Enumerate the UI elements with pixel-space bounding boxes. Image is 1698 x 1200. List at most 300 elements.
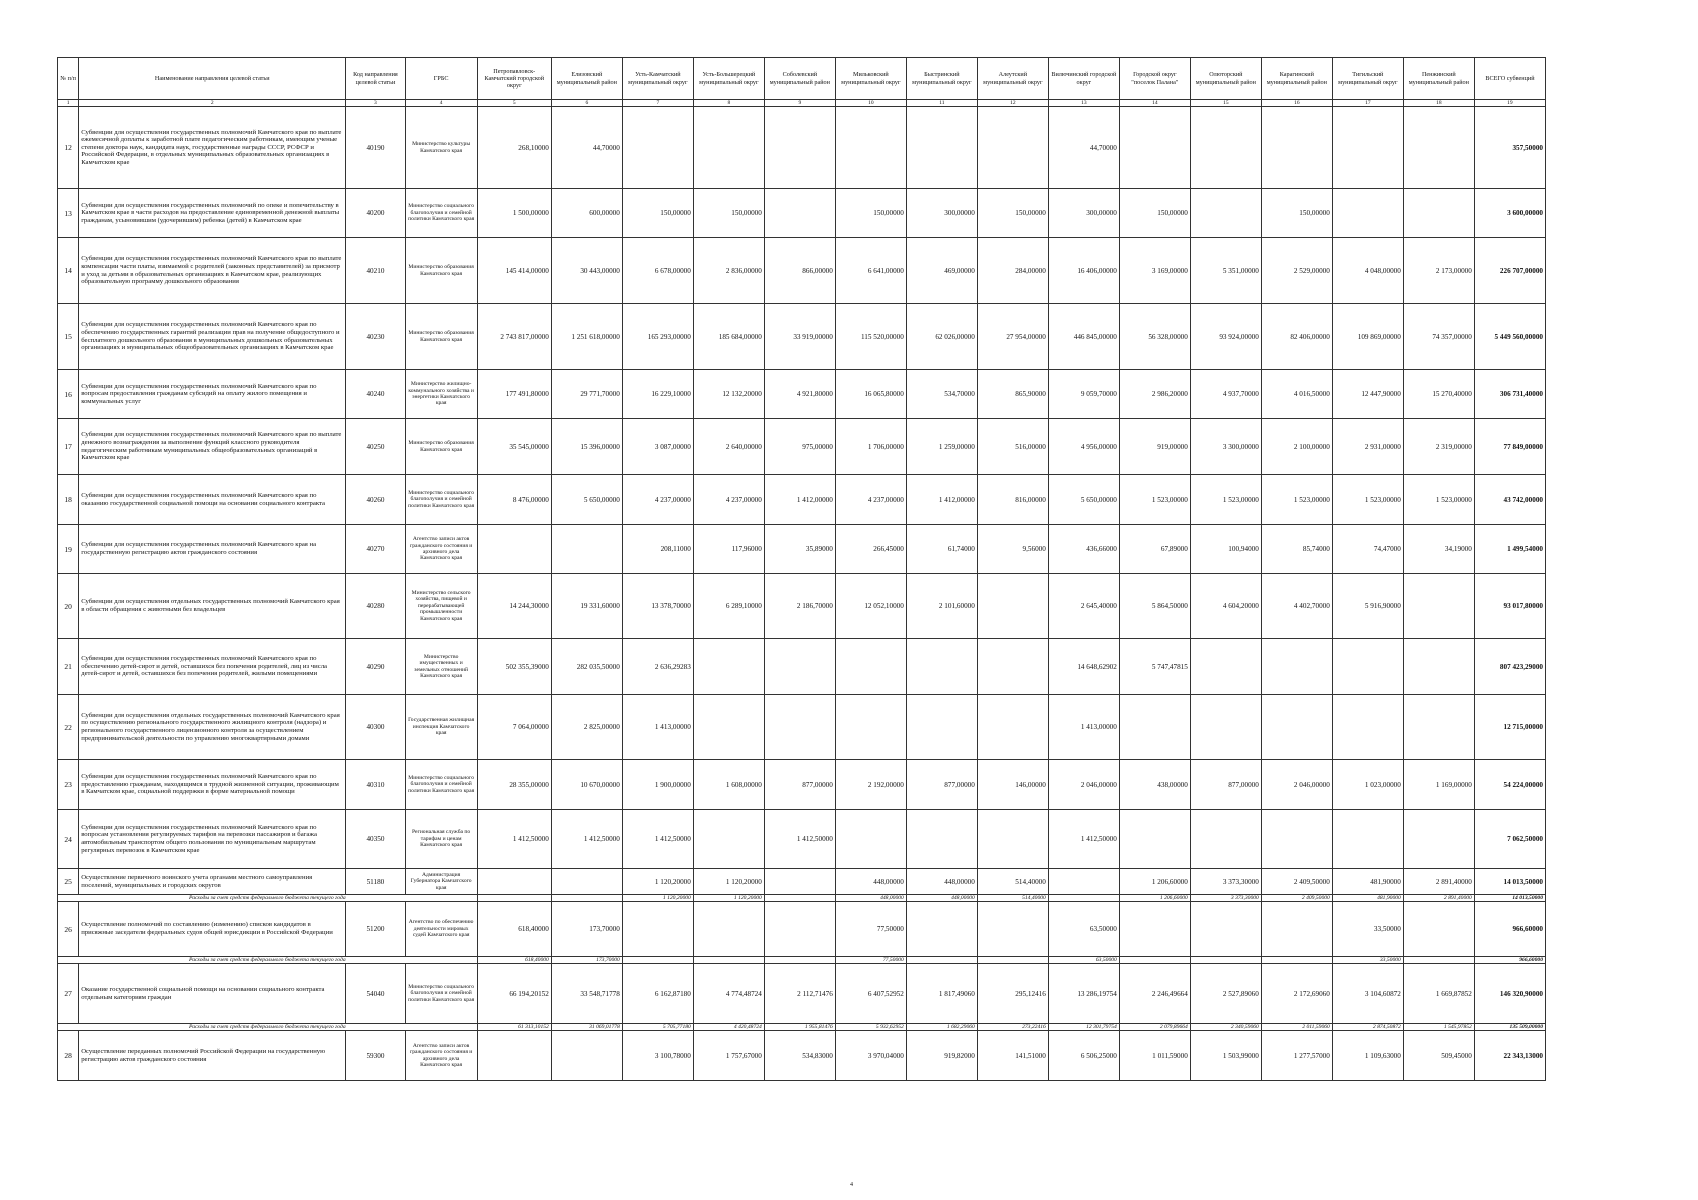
row-value: 93 924,00000 bbox=[1190, 304, 1261, 370]
row-value bbox=[906, 695, 977, 760]
row-value: 4 237,00000 bbox=[693, 475, 764, 525]
column-header: Усть-Большерецкий муниципальный округ bbox=[693, 58, 764, 100]
row-value bbox=[764, 639, 835, 695]
row-total: 12 715,00000 bbox=[1474, 695, 1545, 760]
row-value: 4 237,00000 bbox=[835, 475, 906, 525]
row-value bbox=[1119, 695, 1190, 760]
row-number: 26 bbox=[58, 902, 79, 957]
row-name: Субвенции для осуществления отдельных государственных полномочий Камчатского края в области обращения с животными без владельцев bbox=[79, 574, 346, 639]
row-grbs: Министерство сельского хозяйства, пищевой и перерабатывающей промышленности Камчатского края bbox=[405, 574, 477, 639]
federal-subtotal-value: 61 313,10152 bbox=[477, 1024, 551, 1031]
row-value: 877,00000 bbox=[1190, 760, 1261, 810]
row-total: 14 013,50000 bbox=[1474, 869, 1545, 895]
row-value: 300,00000 bbox=[906, 189, 977, 238]
row-value: 1 757,67000 bbox=[693, 1031, 764, 1081]
row-code: 40270 bbox=[346, 525, 405, 574]
row-value: 115 520,00000 bbox=[835, 304, 906, 370]
row-value: 6 641,00000 bbox=[835, 238, 906, 304]
federal-subtotal-value: 1 955,81476 bbox=[764, 1024, 835, 1031]
row-value bbox=[1261, 107, 1332, 189]
row-value: 9 059,70000 bbox=[1048, 370, 1119, 419]
row-grbs: Министерство культуры Камчатского края bbox=[405, 107, 477, 189]
row-value: 185 684,00000 bbox=[693, 304, 764, 370]
federal-subtotal-value bbox=[1119, 957, 1190, 964]
row-value: 1 523,00000 bbox=[1403, 475, 1474, 525]
row-code: 54040 bbox=[346, 964, 405, 1024]
column-number: 7 bbox=[622, 100, 693, 107]
row-value bbox=[1403, 107, 1474, 189]
row-value: 284,00000 bbox=[977, 238, 1048, 304]
table-row bbox=[58, 370, 1546, 419]
row-value bbox=[477, 869, 551, 895]
table-row bbox=[58, 902, 1546, 957]
federal-subtotal-value bbox=[622, 957, 693, 964]
row-value: 117,96000 bbox=[693, 525, 764, 574]
row-value bbox=[835, 695, 906, 760]
row-value: 66 194,20152 bbox=[477, 964, 551, 1024]
table-body bbox=[58, 107, 1546, 1081]
table-header-row bbox=[58, 58, 1546, 100]
row-value: 502 355,39000 bbox=[477, 639, 551, 695]
row-value: 6 289,10000 bbox=[693, 574, 764, 639]
row-code: 40200 bbox=[346, 189, 405, 238]
row-value: 44,70000 bbox=[551, 107, 622, 189]
row-code: 40240 bbox=[346, 370, 405, 419]
row-name: Осуществление переданных полномочий Российской Федерации на государственную регистрацию актов гражданского состояния bbox=[79, 1031, 346, 1081]
row-grbs: Агентство по обеспечению деятельности мировых судей Камчатского края bbox=[405, 902, 477, 957]
column-number: 12 bbox=[977, 100, 1048, 107]
row-value: 5 864,50000 bbox=[1119, 574, 1190, 639]
row-value: 300,00000 bbox=[1048, 189, 1119, 238]
row-value: 2 100,00000 bbox=[1261, 419, 1332, 475]
federal-subtotal-value: 273,22416 bbox=[977, 1024, 1048, 1031]
federal-subtotal-value: 514,40000 bbox=[977, 895, 1048, 902]
row-value bbox=[764, 869, 835, 895]
row-value bbox=[622, 107, 693, 189]
row-value: 150,00000 bbox=[1119, 189, 1190, 238]
row-value: 4 956,00000 bbox=[1048, 419, 1119, 475]
row-value: 3 100,78000 bbox=[622, 1031, 693, 1081]
row-total: 5 449 560,00000 bbox=[1474, 304, 1545, 370]
row-name: Субвенции для осуществления отдельных государственных полномочий Камчатского края по осуществлению регионального государственного жилищного контроля (надзора) и регионального государственного лицензионного контроля за осуществлением предпринимательской деятельности по управлению многоквартирными домами bbox=[79, 695, 346, 760]
row-number: 27 bbox=[58, 964, 79, 1024]
federal-subtotal-total: 14 013,50000 bbox=[1474, 895, 1545, 902]
federal-subtotal-value: 63,50000 bbox=[1048, 957, 1119, 964]
row-name: Субвенции для осуществления государственных полномочий Камчатского края по оказанию государственной социальной помощи на основании социального контракта bbox=[79, 475, 346, 525]
table-row bbox=[58, 574, 1546, 639]
row-value: 1 900,00000 bbox=[622, 760, 693, 810]
row-value bbox=[693, 639, 764, 695]
row-value: 3 970,04000 bbox=[835, 1031, 906, 1081]
federal-subtotal-value: 5 705,77180 bbox=[622, 1024, 693, 1031]
row-value: 2 529,00000 bbox=[1261, 238, 1332, 304]
row-value: 469,00000 bbox=[906, 238, 977, 304]
row-value bbox=[906, 107, 977, 189]
row-value: 5 351,00000 bbox=[1190, 238, 1261, 304]
row-value: 2 046,00000 bbox=[1261, 760, 1332, 810]
table-row bbox=[58, 964, 1546, 1024]
row-total: 77 849,00000 bbox=[1474, 419, 1545, 475]
column-header: Елизовский муниципальный район bbox=[551, 58, 622, 100]
row-value: 15 396,00000 bbox=[551, 419, 622, 475]
row-value bbox=[1261, 810, 1332, 869]
row-value: 4 402,70000 bbox=[1261, 574, 1332, 639]
row-code: 40300 bbox=[346, 695, 405, 760]
federal-subtotal-row bbox=[58, 957, 1546, 964]
row-name: Оказание государственной социальной помощи на основании социального контракта отдельным категориям граждан bbox=[79, 964, 346, 1024]
federal-subtotal-value: 4 420,48724 bbox=[693, 1024, 764, 1031]
row-value: 2 192,00000 bbox=[835, 760, 906, 810]
table-row bbox=[58, 525, 1546, 574]
row-value: 1 500,00000 bbox=[477, 189, 551, 238]
row-value: 173,70000 bbox=[551, 902, 622, 957]
federal-subtotal-value: 3 373,30000 bbox=[1190, 895, 1261, 902]
row-grbs: Министерство социального благополучия и семейной политики Камчатского края bbox=[405, 760, 477, 810]
row-number: 15 bbox=[58, 304, 79, 370]
row-value: 516,00000 bbox=[977, 419, 1048, 475]
row-value: 2 112,71476 bbox=[764, 964, 835, 1024]
row-code: 40350 bbox=[346, 810, 405, 869]
row-grbs: Министерство образования Камчатского края bbox=[405, 304, 477, 370]
federal-subtotal-value bbox=[764, 957, 835, 964]
row-value bbox=[1403, 574, 1474, 639]
row-value bbox=[1119, 810, 1190, 869]
federal-subtotal-value bbox=[764, 895, 835, 902]
row-value: 150,00000 bbox=[622, 189, 693, 238]
federal-subtotal-value: 2 079,89664 bbox=[1119, 1024, 1190, 1031]
row-value bbox=[1048, 869, 1119, 895]
federal-subtotal-value: 448,00000 bbox=[835, 895, 906, 902]
row-value: 1 206,60000 bbox=[1119, 869, 1190, 895]
row-value: 919,82000 bbox=[906, 1031, 977, 1081]
row-value bbox=[835, 107, 906, 189]
row-value: 82 406,00000 bbox=[1261, 304, 1332, 370]
row-value: 1 523,00000 bbox=[1119, 475, 1190, 525]
table-row bbox=[58, 810, 1546, 869]
column-header: Карагинский муниципальный район bbox=[1261, 58, 1332, 100]
row-number: 12 bbox=[58, 107, 79, 189]
table-row bbox=[58, 695, 1546, 760]
column-number-row bbox=[58, 100, 1546, 107]
row-number: 20 bbox=[58, 574, 79, 639]
row-value: 1 259,00000 bbox=[906, 419, 977, 475]
federal-subtotal-value: 2 340,59060 bbox=[1190, 1024, 1261, 1031]
row-value: 61,74000 bbox=[906, 525, 977, 574]
row-value: 2 172,69060 bbox=[1261, 964, 1332, 1024]
row-value: 29 771,70000 bbox=[551, 370, 622, 419]
row-value bbox=[835, 810, 906, 869]
row-value bbox=[693, 902, 764, 957]
row-value: 2 743 817,00000 bbox=[477, 304, 551, 370]
row-value: 1 169,00000 bbox=[1403, 760, 1474, 810]
row-value: 1 608,00000 bbox=[693, 760, 764, 810]
row-value: 2 173,00000 bbox=[1403, 238, 1474, 304]
row-value bbox=[1190, 189, 1261, 238]
row-value: 141,51000 bbox=[977, 1031, 1048, 1081]
row-value bbox=[977, 902, 1048, 957]
federal-subtotal-value: 2 409,50000 bbox=[1261, 895, 1332, 902]
row-value: 30 443,00000 bbox=[551, 238, 622, 304]
row-value: 1 120,20000 bbox=[622, 869, 693, 895]
row-value: 10 670,00000 bbox=[551, 760, 622, 810]
federal-subtotal-value: 12 301,79754 bbox=[1048, 1024, 1119, 1031]
row-value: 1 412,00000 bbox=[764, 475, 835, 525]
row-value bbox=[693, 810, 764, 869]
row-value: 282 035,50000 bbox=[551, 639, 622, 695]
column-number: 6 bbox=[551, 100, 622, 107]
federal-subtotal-row bbox=[58, 1024, 1546, 1031]
row-name: Субвенции для осуществления государственных полномочий Камчатского края по выплате ежемесячной доплаты к заработной плате педагогическим работникам, имеющим ученые степени доктора наук, кандидата наук, государственные награды СССР, РСФСР и Российской Федерации, в отдельных муниципальных образовательных организациях в Камчатском крае bbox=[79, 107, 346, 189]
federal-subtotal-value bbox=[1403, 957, 1474, 964]
row-value: 509,45000 bbox=[1403, 1031, 1474, 1081]
row-value: 1 523,00000 bbox=[1332, 475, 1403, 525]
row-value: 15 270,40000 bbox=[1403, 370, 1474, 419]
row-value: 3 087,00000 bbox=[622, 419, 693, 475]
row-value: 448,00000 bbox=[835, 869, 906, 895]
row-number: 25 bbox=[58, 869, 79, 895]
row-code: 59300 bbox=[346, 1031, 405, 1081]
row-value: 1 523,00000 bbox=[1190, 475, 1261, 525]
federal-subtotal-value bbox=[1048, 895, 1119, 902]
row-number: 13 bbox=[58, 189, 79, 238]
row-value: 177 491,80000 bbox=[477, 370, 551, 419]
row-value bbox=[1332, 639, 1403, 695]
row-total: 357,50000 bbox=[1474, 107, 1545, 189]
row-value: 3 300,00000 bbox=[1190, 419, 1261, 475]
federal-subtotal-value: 2 891,40000 bbox=[1403, 895, 1474, 902]
row-value bbox=[764, 189, 835, 238]
row-total: 22 343,13000 bbox=[1474, 1031, 1545, 1081]
column-number: 14 bbox=[1119, 100, 1190, 107]
column-header: Мильковский муниципальный округ bbox=[835, 58, 906, 100]
column-number: 9 bbox=[764, 100, 835, 107]
federal-subtotal-value: 1 682,29060 bbox=[906, 1024, 977, 1031]
federal-subtotal-label: Расходы за счет средств федерального бюджета текущего года bbox=[58, 957, 478, 964]
table-row bbox=[58, 189, 1546, 238]
federal-subtotal-value: 481,90000 bbox=[1332, 895, 1403, 902]
row-value bbox=[1190, 107, 1261, 189]
row-total: 43 742,00000 bbox=[1474, 475, 1545, 525]
column-number: 13 bbox=[1048, 100, 1119, 107]
column-header: Петропавловск-Камчатский городской округ bbox=[477, 58, 551, 100]
row-name: Субвенции для осуществления государственных полномочий Камчатского края по обеспечению государственных гарантий реализации прав на получение общедоступного и бесплатного дошкольного образования в муниципальных дошкольных образовательных организациях и муниципальных общеобразовательных организациях в Камчатском крае bbox=[79, 304, 346, 370]
row-total: 226 707,00000 bbox=[1474, 238, 1545, 304]
row-value: 35,89000 bbox=[764, 525, 835, 574]
federal-subtotal-value: 5 932,62952 bbox=[835, 1024, 906, 1031]
row-value: 3 104,60872 bbox=[1332, 964, 1403, 1024]
row-value: 14 648,62902 bbox=[1048, 639, 1119, 695]
row-code: 51180 bbox=[346, 869, 405, 895]
row-total: 966,60000 bbox=[1474, 902, 1545, 957]
row-value: 618,40000 bbox=[477, 902, 551, 957]
row-value: 481,90000 bbox=[1332, 869, 1403, 895]
row-value bbox=[622, 902, 693, 957]
federal-subtotal-value bbox=[977, 957, 1048, 964]
row-value bbox=[1403, 189, 1474, 238]
row-value: 1 669,87852 bbox=[1403, 964, 1474, 1024]
row-grbs: Администрация Губернатора Камчатского края bbox=[405, 869, 477, 895]
table-row bbox=[58, 760, 1546, 810]
row-number: 16 bbox=[58, 370, 79, 419]
row-grbs: Министерство образования Камчатского края bbox=[405, 419, 477, 475]
row-value: 3 169,00000 bbox=[1119, 238, 1190, 304]
column-number: 1 bbox=[58, 100, 79, 107]
row-value: 1 277,57000 bbox=[1261, 1031, 1332, 1081]
row-total: 1 499,54000 bbox=[1474, 525, 1545, 574]
row-value: 534,70000 bbox=[906, 370, 977, 419]
row-grbs: Министерство жилищно-коммунального хозяйства и энергетики Камчатского края bbox=[405, 370, 477, 419]
table-row bbox=[58, 304, 1546, 370]
row-value bbox=[835, 639, 906, 695]
column-header: ГРБС bbox=[405, 58, 477, 100]
row-value: 1 503,99000 bbox=[1190, 1031, 1261, 1081]
row-value: 4 016,50000 bbox=[1261, 370, 1332, 419]
column-number: 18 bbox=[1403, 100, 1474, 107]
row-value: 28 355,00000 bbox=[477, 760, 551, 810]
column-number: 19 bbox=[1474, 100, 1545, 107]
row-grbs: Агентство записи актов гражданского состояния и архивного дела Камчатского края bbox=[405, 525, 477, 574]
row-value bbox=[977, 107, 1048, 189]
row-value: 62 026,00000 bbox=[906, 304, 977, 370]
row-code: 40260 bbox=[346, 475, 405, 525]
column-header: Соболевский муниципальный район bbox=[764, 58, 835, 100]
row-grbs: Агентство записи актов гражданского состояния и архивного дела Камчатского края bbox=[405, 1031, 477, 1081]
row-value: 514,40000 bbox=[977, 869, 1048, 895]
row-name: Субвенции для осуществления государственных полномочий Камчатского края по выплате денежного вознаграждения за выполнение функций классного руководителя педагогическим работникам муниципальных общеобразовательных организаций в Камчатском крае bbox=[79, 419, 346, 475]
row-value: 5 650,00000 bbox=[551, 475, 622, 525]
row-value: 5 916,90000 bbox=[1332, 574, 1403, 639]
row-value: 877,00000 bbox=[906, 760, 977, 810]
row-value: 1 412,00000 bbox=[906, 475, 977, 525]
federal-subtotal-value: 31 069,01778 bbox=[551, 1024, 622, 1031]
row-value: 919,00000 bbox=[1119, 419, 1190, 475]
row-value: 877,00000 bbox=[764, 760, 835, 810]
column-header: Городской округ "поселок Палана" bbox=[1119, 58, 1190, 100]
row-value bbox=[551, 1031, 622, 1081]
row-number: 18 bbox=[58, 475, 79, 525]
row-value: 208,11000 bbox=[622, 525, 693, 574]
row-value bbox=[1332, 189, 1403, 238]
federal-subtotal-label: Расходы за счет средств федерального бюджета текущего года bbox=[58, 1024, 478, 1031]
row-value bbox=[977, 810, 1048, 869]
row-value: 534,83000 bbox=[764, 1031, 835, 1081]
row-value bbox=[1332, 695, 1403, 760]
row-value: 33 919,00000 bbox=[764, 304, 835, 370]
row-value: 268,10000 bbox=[477, 107, 551, 189]
row-total: 3 600,00000 bbox=[1474, 189, 1545, 238]
row-value: 1 412,50000 bbox=[551, 810, 622, 869]
row-value: 5 747,47815 bbox=[1119, 639, 1190, 695]
row-value bbox=[906, 810, 977, 869]
row-code: 40210 bbox=[346, 238, 405, 304]
row-value: 33 548,71778 bbox=[551, 964, 622, 1024]
row-value bbox=[977, 639, 1048, 695]
row-value: 13 378,70000 bbox=[622, 574, 693, 639]
row-code: 40230 bbox=[346, 304, 405, 370]
table-row bbox=[58, 238, 1546, 304]
row-value bbox=[1119, 902, 1190, 957]
column-header: Код направления целевой статьи bbox=[346, 58, 405, 100]
row-grbs: Министерство имущественных и земельных отношений Камчатского края bbox=[405, 639, 477, 695]
row-value: 150,00000 bbox=[693, 189, 764, 238]
row-number: 14 bbox=[58, 238, 79, 304]
row-value: 150,00000 bbox=[977, 189, 1048, 238]
federal-subtotal-row bbox=[58, 895, 1546, 902]
row-code: 51200 bbox=[346, 902, 405, 957]
row-value: 63,50000 bbox=[1048, 902, 1119, 957]
row-value: 1 523,00000 bbox=[1261, 475, 1332, 525]
row-value: 2 186,70000 bbox=[764, 574, 835, 639]
row-value: 85,74000 bbox=[1261, 525, 1332, 574]
row-code: 40290 bbox=[346, 639, 405, 695]
row-value: 438,00000 bbox=[1119, 760, 1190, 810]
row-value: 35 545,00000 bbox=[477, 419, 551, 475]
column-header: Усть-Камчатский муниципальный округ bbox=[622, 58, 693, 100]
table-row bbox=[58, 107, 1546, 189]
row-value bbox=[977, 695, 1048, 760]
row-name: Субвенции для осуществления государственных полномочий Камчатского края по обеспечению детей-сирот и детей, оставшихся без попечения родителей, лиц из числа детей-сирот и детей, оставшихся без попечения родителей, жилыми помещениями bbox=[79, 639, 346, 695]
federal-subtotal-value: 173,70000 bbox=[551, 957, 622, 964]
row-value: 600,00000 bbox=[551, 189, 622, 238]
row-value bbox=[1119, 107, 1190, 189]
row-value bbox=[477, 1031, 551, 1081]
row-value: 77,50000 bbox=[835, 902, 906, 957]
row-value: 2 645,40000 bbox=[1048, 574, 1119, 639]
row-number: 28 bbox=[58, 1031, 79, 1081]
row-value: 9,56000 bbox=[977, 525, 1048, 574]
column-header: № п/п bbox=[58, 58, 79, 100]
row-grbs: Региональная служба по тарифам и ценам Камчатского края bbox=[405, 810, 477, 869]
row-value: 1 706,00000 bbox=[835, 419, 906, 475]
row-value bbox=[551, 525, 622, 574]
row-value: 1 413,00000 bbox=[1048, 695, 1119, 760]
row-value bbox=[1403, 902, 1474, 957]
row-value: 1 011,59000 bbox=[1119, 1031, 1190, 1081]
row-name: Субвенции для осуществления государственных полномочий Камчатского края по выплате компенсации части платы, взимаемой с родителей (законных представителей) за присмотр и уход за детьми в образовательных организациях в Камчатском крае, реализующих образовательную программу дошкольного образования bbox=[79, 238, 346, 304]
federal-subtotal-value: 33,50000 bbox=[1332, 957, 1403, 964]
row-value: 866,00000 bbox=[764, 238, 835, 304]
row-value: 2 986,20000 bbox=[1119, 370, 1190, 419]
row-value: 816,00000 bbox=[977, 475, 1048, 525]
federal-subtotal-value: 77,50000 bbox=[835, 957, 906, 964]
row-value: 2 636,29283 bbox=[622, 639, 693, 695]
row-grbs: Министерство социального благополучия и семейной политики Камчатского края bbox=[405, 475, 477, 525]
page-number: 4 bbox=[850, 1182, 853, 1188]
row-value bbox=[1403, 639, 1474, 695]
row-value: 56 328,00000 bbox=[1119, 304, 1190, 370]
federal-subtotal-value: 2 874,50872 bbox=[1332, 1024, 1403, 1031]
row-number: 23 bbox=[58, 760, 79, 810]
row-value: 1 412,50000 bbox=[764, 810, 835, 869]
row-value bbox=[977, 574, 1048, 639]
row-value: 6 162,87180 bbox=[622, 964, 693, 1024]
row-value: 2 101,60000 bbox=[906, 574, 977, 639]
row-value: 4 937,70000 bbox=[1190, 370, 1261, 419]
federal-subtotal-value: 1 545,97852 bbox=[1403, 1024, 1474, 1031]
row-total: 807 423,29000 bbox=[1474, 639, 1545, 695]
row-value: 150,00000 bbox=[1261, 189, 1332, 238]
row-value: 2 409,50000 bbox=[1261, 869, 1332, 895]
row-name: Осуществление первичного воинского учета органами местного самоуправления поселений, муниципальных и городских округов bbox=[79, 869, 346, 895]
row-grbs: Министерство образования Камчатского края bbox=[405, 238, 477, 304]
federal-subtotal-value bbox=[1190, 957, 1261, 964]
column-number: 10 bbox=[835, 100, 906, 107]
row-value: 74 357,00000 bbox=[1403, 304, 1474, 370]
column-header: Олюторский муниципальный район bbox=[1190, 58, 1261, 100]
row-value bbox=[764, 695, 835, 760]
column-header: Пенжинский муниципальный район bbox=[1403, 58, 1474, 100]
row-name: Субвенции для осуществления государственных полномочий Камчатского края на государственную регистрацию актов гражданского состояния bbox=[79, 525, 346, 574]
